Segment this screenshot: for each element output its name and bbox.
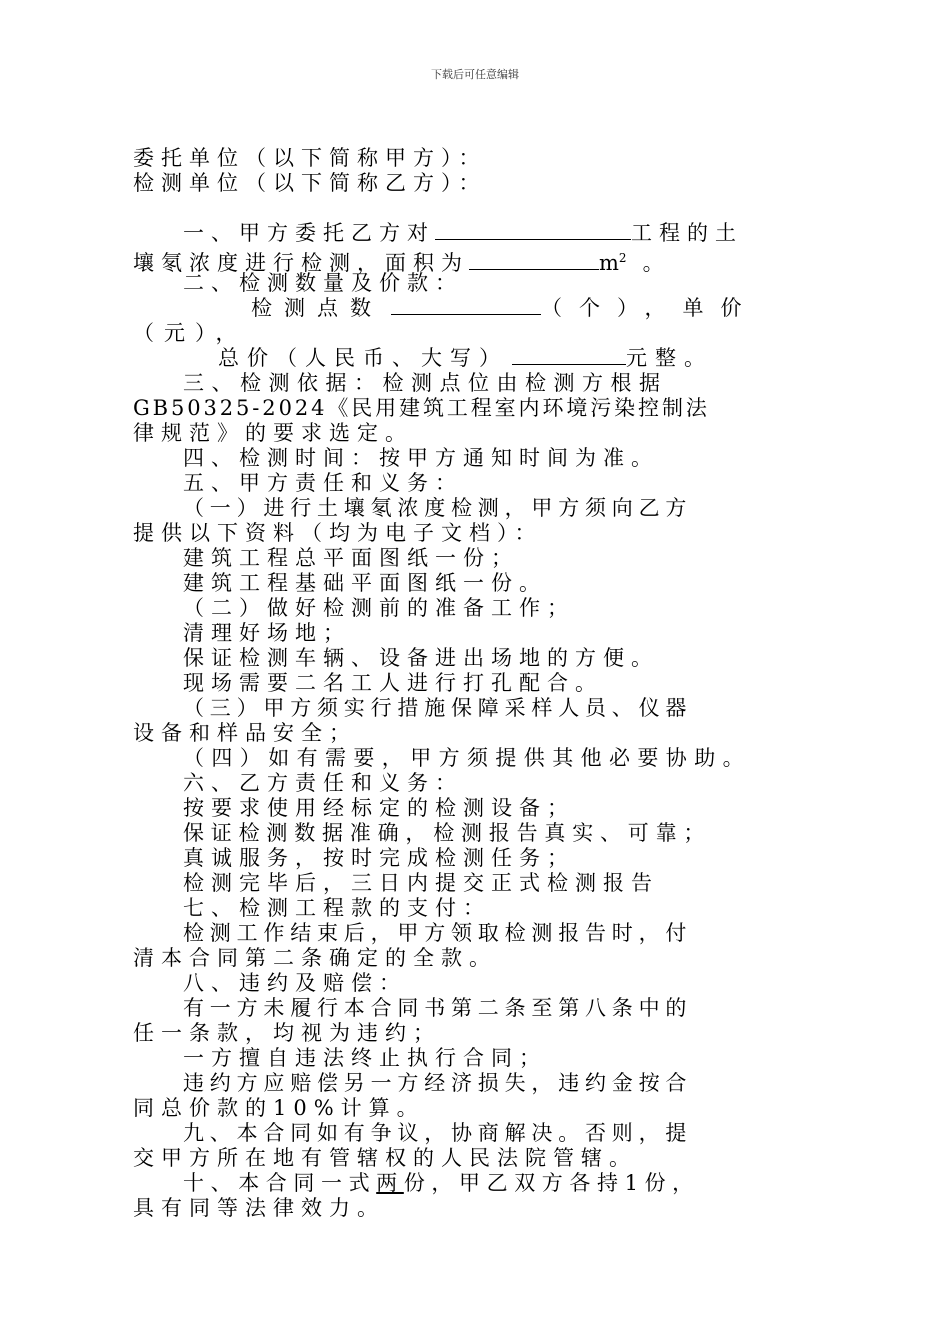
- section-1-line-2: [133, 246, 813, 275]
- section-6-item-b: 保证检测数据准确，检测报告真实、可靠；: [183, 821, 712, 845]
- section-6-title: 六、乙方责任和义务：: [183, 771, 463, 795]
- section-5-item-2c: 现场需要二名工人进行打孔配合。: [183, 671, 603, 695]
- section-8-line-c: 一方擅自违法终止执行合同；: [183, 1046, 547, 1070]
- count-blank[interactable]: [391, 313, 541, 315]
- area-unit: m: [599, 251, 619, 275]
- section-5-item-2: （二）做好检测前的准备工作；: [183, 596, 575, 620]
- section-10-line-c: 具有同等法律效力。: [133, 1196, 385, 1220]
- section-8-line-a: 有一方未履行本合同书第二条至第八条中的: [183, 996, 693, 1020]
- client-party-line: 委托单位（以下简称甲方）：: [133, 146, 487, 170]
- section-6-item-c: 真诚服务，按时完成检测任务；: [183, 846, 575, 870]
- contract-body: [133, 146, 813, 1221]
- section-1-line-1: [133, 221, 813, 246]
- section-10-line-a: [133, 1171, 813, 1196]
- section-8-line-d: 违约方应赔偿另一方经济损失，违约金按合: [183, 1071, 693, 1095]
- section-8-title: 八、违约及赔偿：: [183, 971, 407, 995]
- section-1-text-c: 壤氡浓度进行检测，面积为: [133, 251, 469, 275]
- count-line: [133, 296, 813, 321]
- price-unit-line: （元），: [133, 321, 247, 345]
- section-7-line-b: 清本合同第二条确定的全款。: [133, 946, 497, 970]
- section-2-title: 二、检测数量及价款：: [183, 271, 463, 295]
- section-6-item-d: 检测完毕后，三日内提交正式检测报告: [183, 871, 659, 895]
- section-8-line-b: 任一条款，均视为违约；: [133, 1021, 441, 1045]
- area-unit-superscript: 2: [618, 251, 627, 265]
- total-line: [133, 346, 813, 371]
- section-4: 四、检测时间：按甲方通知时间为准。: [183, 446, 659, 470]
- section-5-item-1b: 提供以下资料（均为电子文档）：: [133, 521, 543, 545]
- count-unit-text: （个），单价: [541, 296, 759, 320]
- header-note: 下载后可任意编辑: [431, 68, 519, 81]
- section-1-text-b: 工程的土: [631, 221, 743, 245]
- section-5-item-3b: 设备和样品安全；: [133, 721, 357, 745]
- total-end: 元整。: [626, 346, 713, 370]
- total-label: 总价（人民币、大写）: [218, 346, 508, 370]
- section-3-line-3: 律规范》的要求选定。: [133, 421, 413, 445]
- section-10-text-b: 份，甲乙双方各持1份，: [403, 1171, 700, 1195]
- section-10-text-a: 十、本合同一式: [183, 1171, 377, 1195]
- section-1-text-a: 一、甲方委托乙方对: [183, 221, 435, 245]
- section-5-title: 五、甲方责任和义务：: [183, 471, 463, 495]
- section-5-item-3a: （三）甲方须实行措施保障采样人员、仪器: [183, 696, 693, 720]
- count-label: 检测点数: [251, 296, 383, 320]
- section-5-item-1a: （一）进行土壤氡浓度检测，甲方须向乙方: [183, 496, 693, 520]
- section-6-item-a: 按要求使用经标定的检测设备；: [183, 796, 575, 820]
- area-blank[interactable]: [469, 268, 599, 270]
- copies-count: 两: [376, 1171, 404, 1195]
- section-5-item-1d: 建筑工程基础平面图纸一份。: [183, 571, 547, 595]
- tester-party-line: 检测单位（以下简称乙方）：: [133, 171, 487, 195]
- section-5-item-1c: 建筑工程总平面图纸一份；: [183, 546, 519, 570]
- section-7-line-a: 检测工作结束后，甲方领取检测报告时，付: [183, 921, 693, 945]
- section-8-line-e: 同总价款的10%计算。: [133, 1096, 425, 1120]
- project-name-blank[interactable]: [435, 238, 631, 240]
- section-9-line-a: 九、本合同如有争议，协商解决。否则，提: [183, 1121, 693, 1145]
- section-7-title: 七、检测工程款的支付：: [183, 896, 491, 920]
- section-9-line-b: 交甲方所在地有管辖权的人民法院管辖。: [133, 1146, 637, 1170]
- section-5-item-2b: 保证检测车辆、设备进出场地的方便。: [183, 646, 659, 670]
- section-1-end: 。: [642, 251, 671, 275]
- section-5-item-4: （四）如有需要，甲方须提供其他必要协助。: [183, 746, 751, 770]
- total-blank[interactable]: [512, 363, 626, 365]
- section-3-line-2: GB50325-2024《民用建筑工程室内环境污染控制法: [133, 396, 710, 420]
- section-3-line-1: 三、检测依据：检测点位由检测方根据: [183, 371, 668, 395]
- section-5-item-2a: 清理好场地；: [183, 621, 351, 645]
- spacer: [133, 196, 813, 221]
